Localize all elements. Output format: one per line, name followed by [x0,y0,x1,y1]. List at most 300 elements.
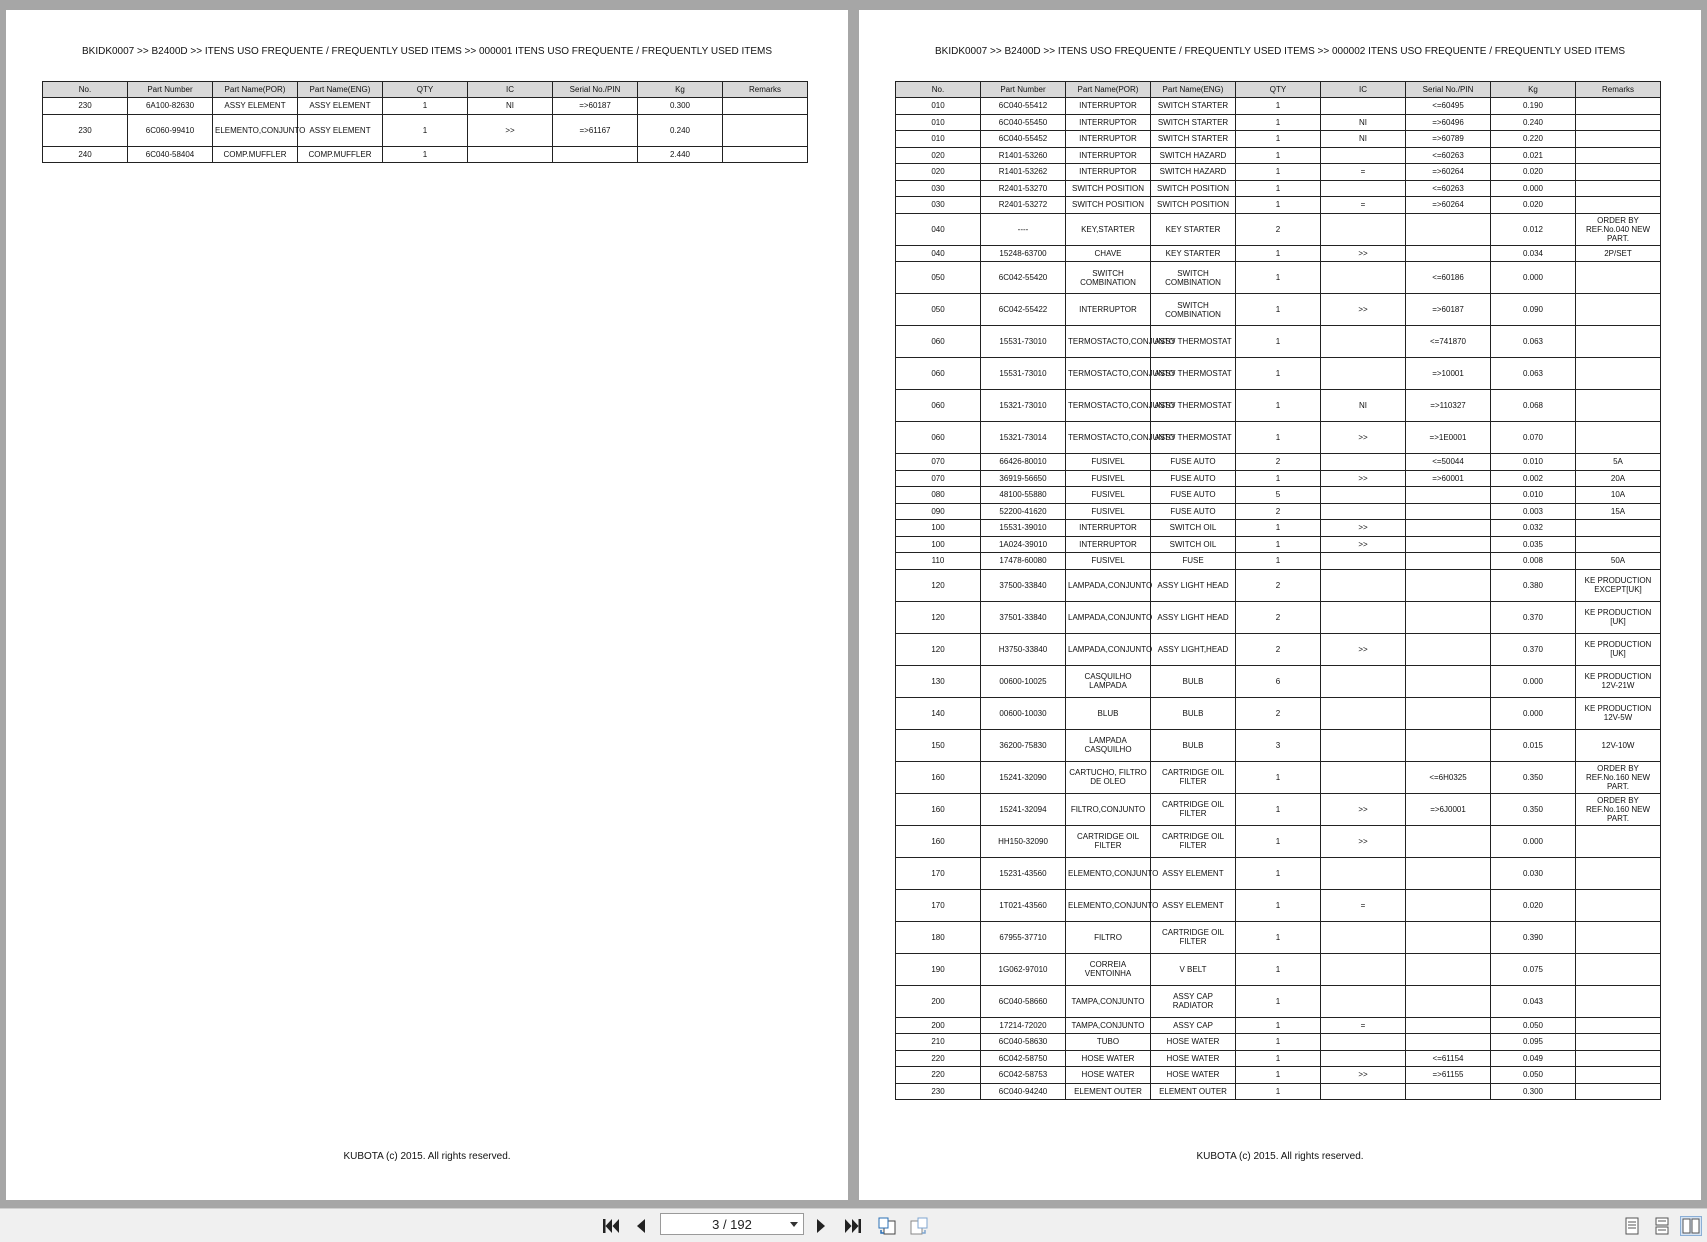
col-serial [1406,857,1491,889]
col-part-name-por: FUSIVEL [1066,553,1151,570]
col-qty: 1 [1236,857,1321,889]
table-header-row [896,82,1661,98]
col-serial [1406,985,1491,1017]
col-part-name-por: INTERRUPTOR [1066,114,1151,131]
col-no: 020 [896,164,981,181]
table-row [896,147,1661,164]
table-row [896,326,1661,358]
last-page-icon [844,1218,862,1234]
col-part-name-por: LAMPADA CASQUILHO [1066,729,1151,761]
col-part-number-header: Part Number [128,82,213,98]
col-part-name-por: TAMPA,CONJUNTO [1066,985,1151,1017]
table-row [896,1050,1661,1067]
col-serial [1406,503,1491,520]
col-part-name-por: INTERRUPTOR [1066,164,1151,181]
col-part-name-por-header: Part Name(POR) [213,82,298,98]
col-part-name-eng: SWITCH HAZARD [1151,147,1236,164]
col-kg: 0.021 [1491,147,1576,164]
single-page-view-button[interactable] [1621,1216,1643,1236]
col-no: 120 [896,569,981,601]
col-no: 170 [896,889,981,921]
next-page-icon [814,1218,828,1234]
col-no: 220 [896,1067,981,1084]
table-row [896,1067,1661,1084]
col-kg: 0.068 [1491,390,1576,422]
col-part-number: ---- [981,213,1066,245]
col-part-name-por: CHAVE [1066,245,1151,262]
col-remarks [1576,921,1661,953]
table-row [896,921,1661,953]
col-part-name-eng: ASSY ELEMENT [298,114,383,146]
col-qty: 1 [383,98,468,115]
table-body [43,98,808,163]
col-ic [1321,601,1406,633]
col-part-name-eng: ASSY CAP [1151,1017,1236,1034]
col-remarks: 15A [1576,503,1661,520]
next-page-button[interactable] [810,1216,832,1236]
col-part-number: 1T021-43560 [981,889,1066,921]
col-ic [1321,665,1406,697]
col-kg: 0.043 [1491,985,1576,1017]
col-no: 200 [896,1017,981,1034]
col-qty: 1 [1236,889,1321,921]
col-qty: 1 [1236,98,1321,115]
col-ic: >> [1321,793,1406,825]
first-page-button[interactable] [600,1216,622,1236]
col-serial [1406,245,1491,262]
page-indicator: 3 / 192 [712,1216,752,1232]
col-no: 010 [896,131,981,148]
chevron-down-icon[interactable] [790,1222,798,1227]
col-part-name-eng: BULB [1151,729,1236,761]
col-part-name-eng: SWITCH COMBINATION [1151,294,1236,326]
col-remarks [1576,114,1661,131]
parts-table [42,81,808,163]
col-remarks [1576,825,1661,857]
table-row [896,487,1661,504]
col-part-number: 00600-10025 [981,665,1066,697]
col-part-name-eng: CARTRIDGE OIL FILTER [1151,825,1236,857]
col-part-name-por: COMP.MUFFLER [213,146,298,163]
col-part-number: 1G062-97010 [981,953,1066,985]
table-row [896,503,1661,520]
col-serial [1406,536,1491,553]
col-part-number: 37500-33840 [981,569,1066,601]
col-serial [1406,825,1491,857]
col-part-name-eng-header: Part Name(ENG) [1151,82,1236,98]
col-part-number: 6C040-94240 [981,1083,1066,1100]
col-serial: <=741870 [1406,326,1491,358]
col-part-name-por: CARTRIDGE OIL FILTER [1066,825,1151,857]
col-ic [1321,553,1406,570]
table-row [896,114,1661,131]
col-part-name-eng: KEY STARTER [1151,245,1236,262]
col-qty: 2 [1236,633,1321,665]
table-header-row [43,82,808,98]
col-part-name-por: KEY,STARTER [1066,213,1151,245]
col-qty: 1 [383,146,468,163]
col-no-header: No. [896,82,981,98]
col-no: 050 [896,262,981,294]
col-part-name-eng: FUSE AUTO [1151,503,1236,520]
table-row [896,454,1661,471]
col-part-name-eng: ASSY ELEMENT [1151,889,1236,921]
table-row [896,601,1661,633]
col-no: 060 [896,326,981,358]
col-part-number: 37501-33840 [981,601,1066,633]
col-qty: 1 [1236,520,1321,537]
document-page-left [6,10,848,1200]
col-ic-header: IC [1321,82,1406,98]
two-page-view-button[interactable] [1680,1216,1702,1236]
col-kg-header: Kg [638,82,723,98]
col-part-number: 17214-72020 [981,1017,1066,1034]
col-part-number: R1401-53262 [981,164,1066,181]
rotate-alt-button[interactable] [908,1216,930,1236]
col-kg: 0.035 [1491,536,1576,553]
col-serial [1406,487,1491,504]
col-kg: 0.000 [1491,697,1576,729]
col-part-name-por: SWITCH POSITION [1066,197,1151,214]
col-kg: 0.032 [1491,520,1576,537]
col-kg: 0.380 [1491,569,1576,601]
col-no: 230 [43,98,128,115]
col-part-name-por: LAMPADA,CONJUNTO [1066,633,1151,665]
table-row [43,114,808,146]
col-remarks: ORDER BY REF.No.040 NEW PART. [1576,213,1661,245]
col-ic [1321,1050,1406,1067]
col-serial: <=60263 [1406,147,1491,164]
col-part-name-eng: ASSY LIGHT,HEAD [1151,633,1236,665]
table-row [896,889,1661,921]
table-row [896,245,1661,262]
col-no: 040 [896,213,981,245]
page-footer: KUBOTA (c) 2015. All rights reserved. [343,1151,511,1162]
col-qty: 2 [1236,569,1321,601]
col-ic [1321,358,1406,390]
col-part-name-por: FUSIVEL [1066,454,1151,471]
col-part-number: 66426-80010 [981,454,1066,471]
col-no: 130 [896,665,981,697]
col-part-number: R1401-53260 [981,147,1066,164]
col-remarks [1576,1083,1661,1100]
table-row [896,294,1661,326]
col-part-name-por: CORREIA VENTOINHA [1066,953,1151,985]
col-qty: 1 [1236,390,1321,422]
col-serial: =>6J0001 [1406,793,1491,825]
prev-page-icon [634,1218,648,1234]
parts-table [895,81,1661,1100]
col-no: 120 [896,633,981,665]
col-part-name-por: BLUB [1066,697,1151,729]
col-ic [1321,1083,1406,1100]
col-kg: 0.070 [1491,422,1576,454]
col-ic: >> [1321,825,1406,857]
col-part-name-eng: SWITCH POSITION [1151,180,1236,197]
col-no: 160 [896,825,981,857]
col-remarks [723,146,808,163]
col-serial [1406,953,1491,985]
col-kg: 0.240 [638,114,723,146]
col-qty: 3 [1236,729,1321,761]
table-row [896,180,1661,197]
col-serial: <=50044 [1406,454,1491,471]
single-page-view-icon [1624,1217,1640,1235]
col-part-name-eng: V BELT [1151,953,1236,985]
col-remarks [1576,985,1661,1017]
col-part-name-eng: SWITCH STARTER [1151,131,1236,148]
col-no: 060 [896,390,981,422]
col-part-name-eng-header: Part Name(ENG) [298,82,383,98]
col-qty-header: QTY [383,82,468,98]
col-part-number: 6C042-55420 [981,262,1066,294]
col-part-name-eng: FUSE [1151,553,1236,570]
col-part-name-por: TAMPA,CONJUNTO [1066,1017,1151,1034]
col-qty: 1 [1236,825,1321,857]
col-serial [1406,520,1491,537]
prev-page-button[interactable] [630,1216,652,1236]
col-serial: =>60264 [1406,164,1491,181]
col-kg: 0.049 [1491,1050,1576,1067]
col-qty: 1 [1236,1034,1321,1051]
col-part-number: 6A100-82630 [128,98,213,115]
col-ic: NI [1321,114,1406,131]
table-row [896,825,1661,857]
col-remarks: 5A [1576,454,1661,471]
col-remarks: 2P/SET [1576,245,1661,262]
col-part-number: 6C042-58750 [981,1050,1066,1067]
col-kg: 0.010 [1491,487,1576,504]
page-header: BKIDK0007 >> B2400D >> ITENS USO FREQUENTE / FREQUENTLY USED ITEMS >> 000002 ITENS USO FREQUENTE / FREQUENTLY USED ITEMS [934,46,1626,57]
table-row [896,633,1661,665]
col-part-name-eng: SWITCH OIL [1151,520,1236,537]
col-remarks: KE PRODUCTION [UK] [1576,601,1661,633]
col-no-header: No. [43,82,128,98]
col-ic: >> [1321,633,1406,665]
col-remarks [723,98,808,115]
col-part-name-eng: CARTRIDGE OIL FILTER [1151,921,1236,953]
col-part-number: 36919-56650 [981,470,1066,487]
col-part-name-por: TERMOSTACTO,CONJUNTO [1066,358,1151,390]
col-kg: 0.090 [1491,294,1576,326]
table-row [896,262,1661,294]
col-serial: =>61167 [553,114,638,146]
col-serial: =>60187 [1406,294,1491,326]
col-no: 060 [896,358,981,390]
col-part-name-eng: FUSE AUTO [1151,454,1236,471]
col-ic [468,146,553,163]
col-serial: =>61155 [1406,1067,1491,1084]
col-part-name-eng: SWITCH STARTER [1151,114,1236,131]
table-row [43,98,808,115]
col-remarks [1576,131,1661,148]
col-remarks: 12V-10W [1576,729,1661,761]
col-serial [1406,569,1491,601]
col-ic [1321,503,1406,520]
col-part-name-por: SWITCH COMBINATION [1066,262,1151,294]
col-qty: 1 [1236,1050,1321,1067]
col-ic [1321,454,1406,471]
col-ic: >> [1321,536,1406,553]
table-row [896,1017,1661,1034]
table-row [896,1083,1661,1100]
col-no: 010 [896,114,981,131]
col-serial: <=6H0325 [1406,761,1491,793]
col-qty: 1 [1236,985,1321,1017]
col-part-number: 15241-32090 [981,761,1066,793]
col-part-number: R2401-53270 [981,180,1066,197]
col-part-name-por: LAMPADA,CONJUNTO [1066,569,1151,601]
col-part-name-eng: ASSY THERMOSTAT [1151,390,1236,422]
col-serial [1406,889,1491,921]
col-kg: 0.020 [1491,164,1576,181]
page-footer: KUBOTA (c) 2015. All rights reserved. [1196,1151,1364,1162]
col-part-number: 15241-32094 [981,793,1066,825]
col-qty: 1 [1236,1067,1321,1084]
col-part-number: HH150-32090 [981,825,1066,857]
col-qty: 1 [1236,326,1321,358]
col-no: 190 [896,953,981,985]
col-qty: 1 [1236,553,1321,570]
col-part-name-eng: FUSE AUTO [1151,487,1236,504]
col-ic [1321,729,1406,761]
col-no: 030 [896,197,981,214]
col-part-name-por: FUSIVEL [1066,470,1151,487]
col-part-number: 15321-73010 [981,390,1066,422]
col-part-name-por: ELEMENTO,CONJUNTO [213,114,298,146]
col-serial: =>60496 [1406,114,1491,131]
col-part-number: 6C040-55450 [981,114,1066,131]
col-remarks: 10A [1576,487,1661,504]
col-serial [553,146,638,163]
col-part-number: 15231-43560 [981,857,1066,889]
table-row [896,197,1661,214]
table-row [896,665,1661,697]
col-part-name-por: ELEMENT OUTER [1066,1083,1151,1100]
col-kg: 0.000 [1491,180,1576,197]
col-qty: 1 [1236,245,1321,262]
col-part-name-eng: HOSE WATER [1151,1034,1236,1051]
col-ic: NI [468,98,553,115]
col-kg: 0.300 [1491,1083,1576,1100]
two-page-view-icon [1682,1218,1700,1234]
col-remarks [1576,98,1661,115]
col-no: 040 [896,245,981,262]
rotate-icon [877,1217,897,1235]
table-row [43,146,808,163]
col-no: 150 [896,729,981,761]
col-ic: >> [1321,294,1406,326]
col-part-name-por: INTERRUPTOR [1066,294,1151,326]
col-part-name-por: LAMPADA,CONJUNTO [1066,601,1151,633]
col-qty: 1 [383,114,468,146]
col-qty: 6 [1236,665,1321,697]
col-remarks: KE PRODUCTION [UK] [1576,633,1661,665]
col-part-number: 36200-75830 [981,729,1066,761]
col-ic: = [1321,164,1406,181]
col-qty: 1 [1236,147,1321,164]
table-row [896,536,1661,553]
col-serial-header: Serial No./PIN [553,82,638,98]
col-part-name-por: FILTRO [1066,921,1151,953]
col-kg: 0.063 [1491,358,1576,390]
col-kg: 0.020 [1491,889,1576,921]
rotate-button[interactable] [876,1216,898,1236]
col-serial: <=61154 [1406,1050,1491,1067]
col-serial [1406,601,1491,633]
col-part-number: 6C060-99410 [128,114,213,146]
col-part-name-por: FILTRO,CONJUNTO [1066,793,1151,825]
table-row [896,390,1661,422]
col-kg: 0.300 [638,98,723,115]
col-part-number: 15531-39010 [981,520,1066,537]
col-part-name-eng: ELEMENT OUTER [1151,1083,1236,1100]
col-remarks: ORDER BY REF.No.160 NEW PART. [1576,761,1661,793]
col-part-name-eng: SWITCH HAZARD [1151,164,1236,181]
col-serial: <=60263 [1406,180,1491,197]
col-qty: 1 [1236,180,1321,197]
col-no: 220 [896,1050,981,1067]
col-kg: 0.370 [1491,601,1576,633]
col-no: 120 [896,601,981,633]
col-part-name-por: INTERRUPTOR [1066,147,1151,164]
col-part-name-por: CASQUILHO LAMPADA [1066,665,1151,697]
col-no: 110 [896,553,981,570]
table-row [896,953,1661,985]
page-number-field[interactable] [660,1213,804,1235]
col-part-name-eng: ASSY LIGHT HEAD [1151,601,1236,633]
table-row [896,358,1661,390]
col-kg: 0.030 [1491,857,1576,889]
col-kg: 0.050 [1491,1017,1576,1034]
col-qty: 1 [1236,358,1321,390]
col-no: 060 [896,422,981,454]
col-serial [1406,665,1491,697]
col-serial: =>60264 [1406,197,1491,214]
col-remarks [1576,1017,1661,1034]
col-qty: 1 [1236,1083,1321,1100]
col-part-name-eng: ASSY ELEMENT [1151,857,1236,889]
table-body [896,98,1661,1100]
col-part-name-por-header: Part Name(POR) [1066,82,1151,98]
col-part-name-eng: HOSE WATER [1151,1067,1236,1084]
col-ic: NI [1321,390,1406,422]
col-no: 170 [896,857,981,889]
last-page-button[interactable] [842,1216,864,1236]
col-qty: 2 [1236,601,1321,633]
col-ic [1321,569,1406,601]
col-part-name-eng: BULB [1151,697,1236,729]
table-row [896,422,1661,454]
col-kg: 0.220 [1491,131,1576,148]
table-row [896,98,1661,115]
col-part-name-por: INTERRUPTOR [1066,131,1151,148]
col-qty: 1 [1236,1017,1321,1034]
col-kg: 0.063 [1491,326,1576,358]
col-kg: 0.034 [1491,245,1576,262]
table-row [896,213,1661,245]
col-part-number: 6C040-58630 [981,1034,1066,1051]
col-no: 100 [896,520,981,537]
col-remarks [723,114,808,146]
continuous-view-button[interactable] [1651,1216,1673,1236]
col-kg: 0.012 [1491,213,1576,245]
col-remarks [1576,857,1661,889]
col-qty: 1 [1236,197,1321,214]
col-part-number: 48100-55880 [981,487,1066,504]
col-remarks: KE PRODUCTION 12V-5W [1576,697,1661,729]
col-ic [1321,262,1406,294]
